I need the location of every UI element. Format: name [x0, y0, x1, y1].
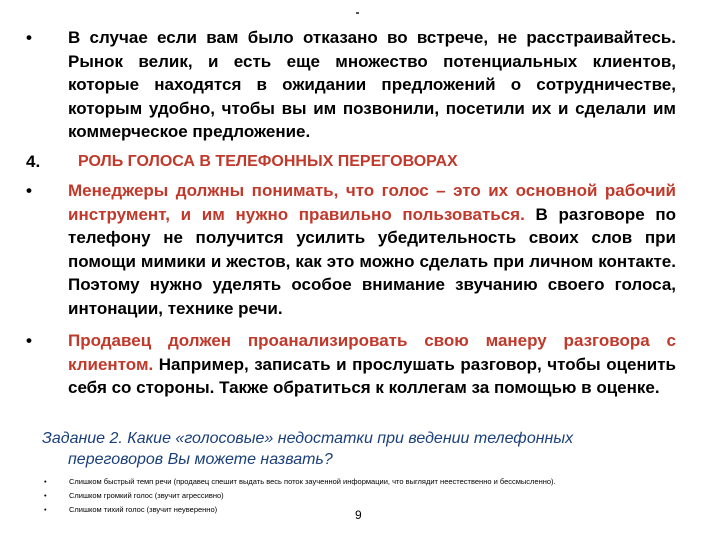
list-item-text: Слишком быстрый темп речи (продавец спешит выдать весь поток заученной информации, что выглядит неестественно и бессмысленно). — [69, 477, 556, 486]
section-number: 4. — [26, 152, 41, 171]
answer-list — [44, 475, 684, 517]
bullet-marker: • — [26, 28, 32, 47]
bullet-dot: • — [44, 477, 47, 486]
page-number: 9 — [355, 508, 362, 522]
list-item-text: Слишком тихий голос (звучит неуверенно) — [69, 505, 218, 514]
task-line-1: Задание 2. Какие «голосовые» недостатки при ведении телефонных — [42, 430, 574, 447]
task-line-2: переговоров Вы можете назвать? — [68, 451, 333, 468]
bullet-text — [68, 179, 676, 320]
highlight-text: Продавец должен проанализировать свою манеру разговора с клиентом. — [68, 331, 676, 374]
bullet-text: В случае если вам было отказано во встрече, не расстраивайтесь. Рынок велик, и есть еще множество потенциальных клиентов, которые находятся в ожидании предложений о сотрудничестве, которым удобно, чтобы вы им позвонили, посетили их и сделали им коммерческое предложение. — [68, 28, 676, 141]
bullet-dot: • — [44, 491, 47, 500]
plain-text: Например, записать и прослушать разговор, чтобы оценить себя со стороны. Также обратиться к коллегам за помощью в оценке. — [68, 354, 676, 397]
bullet-dot: • — [44, 505, 47, 514]
highlight-text: Менеджеры должны понимать, что голос – это их основной рабочий инструмент, и им нужно правильно пользоваться. — [68, 181, 676, 224]
list-item-text: Слишком громкий голос (звучит агрессивно) — [69, 491, 224, 500]
list-item — [44, 489, 684, 503]
task-question — [42, 428, 676, 470]
bullet-text — [68, 329, 676, 400]
bullet-marker: • — [26, 331, 32, 350]
section-title: РОЛЬ ГОЛОСА В ТЕЛЕФОННЫХ ПЕРЕГОВОРАХ — [78, 153, 458, 170]
plain-text: В разговоре по телефону не получится усилить убедительность своих слов при помощи мимики и жестов, как это можно сделать при личном контакте. Поэтому нужно уделять особое внимание звучанию своего голоса, интонации, технике речи. — [68, 204, 676, 318]
list-item — [44, 503, 684, 517]
list-item — [44, 475, 684, 489]
top-mark — [356, 12, 359, 14]
bullet-marker: • — [26, 181, 32, 200]
